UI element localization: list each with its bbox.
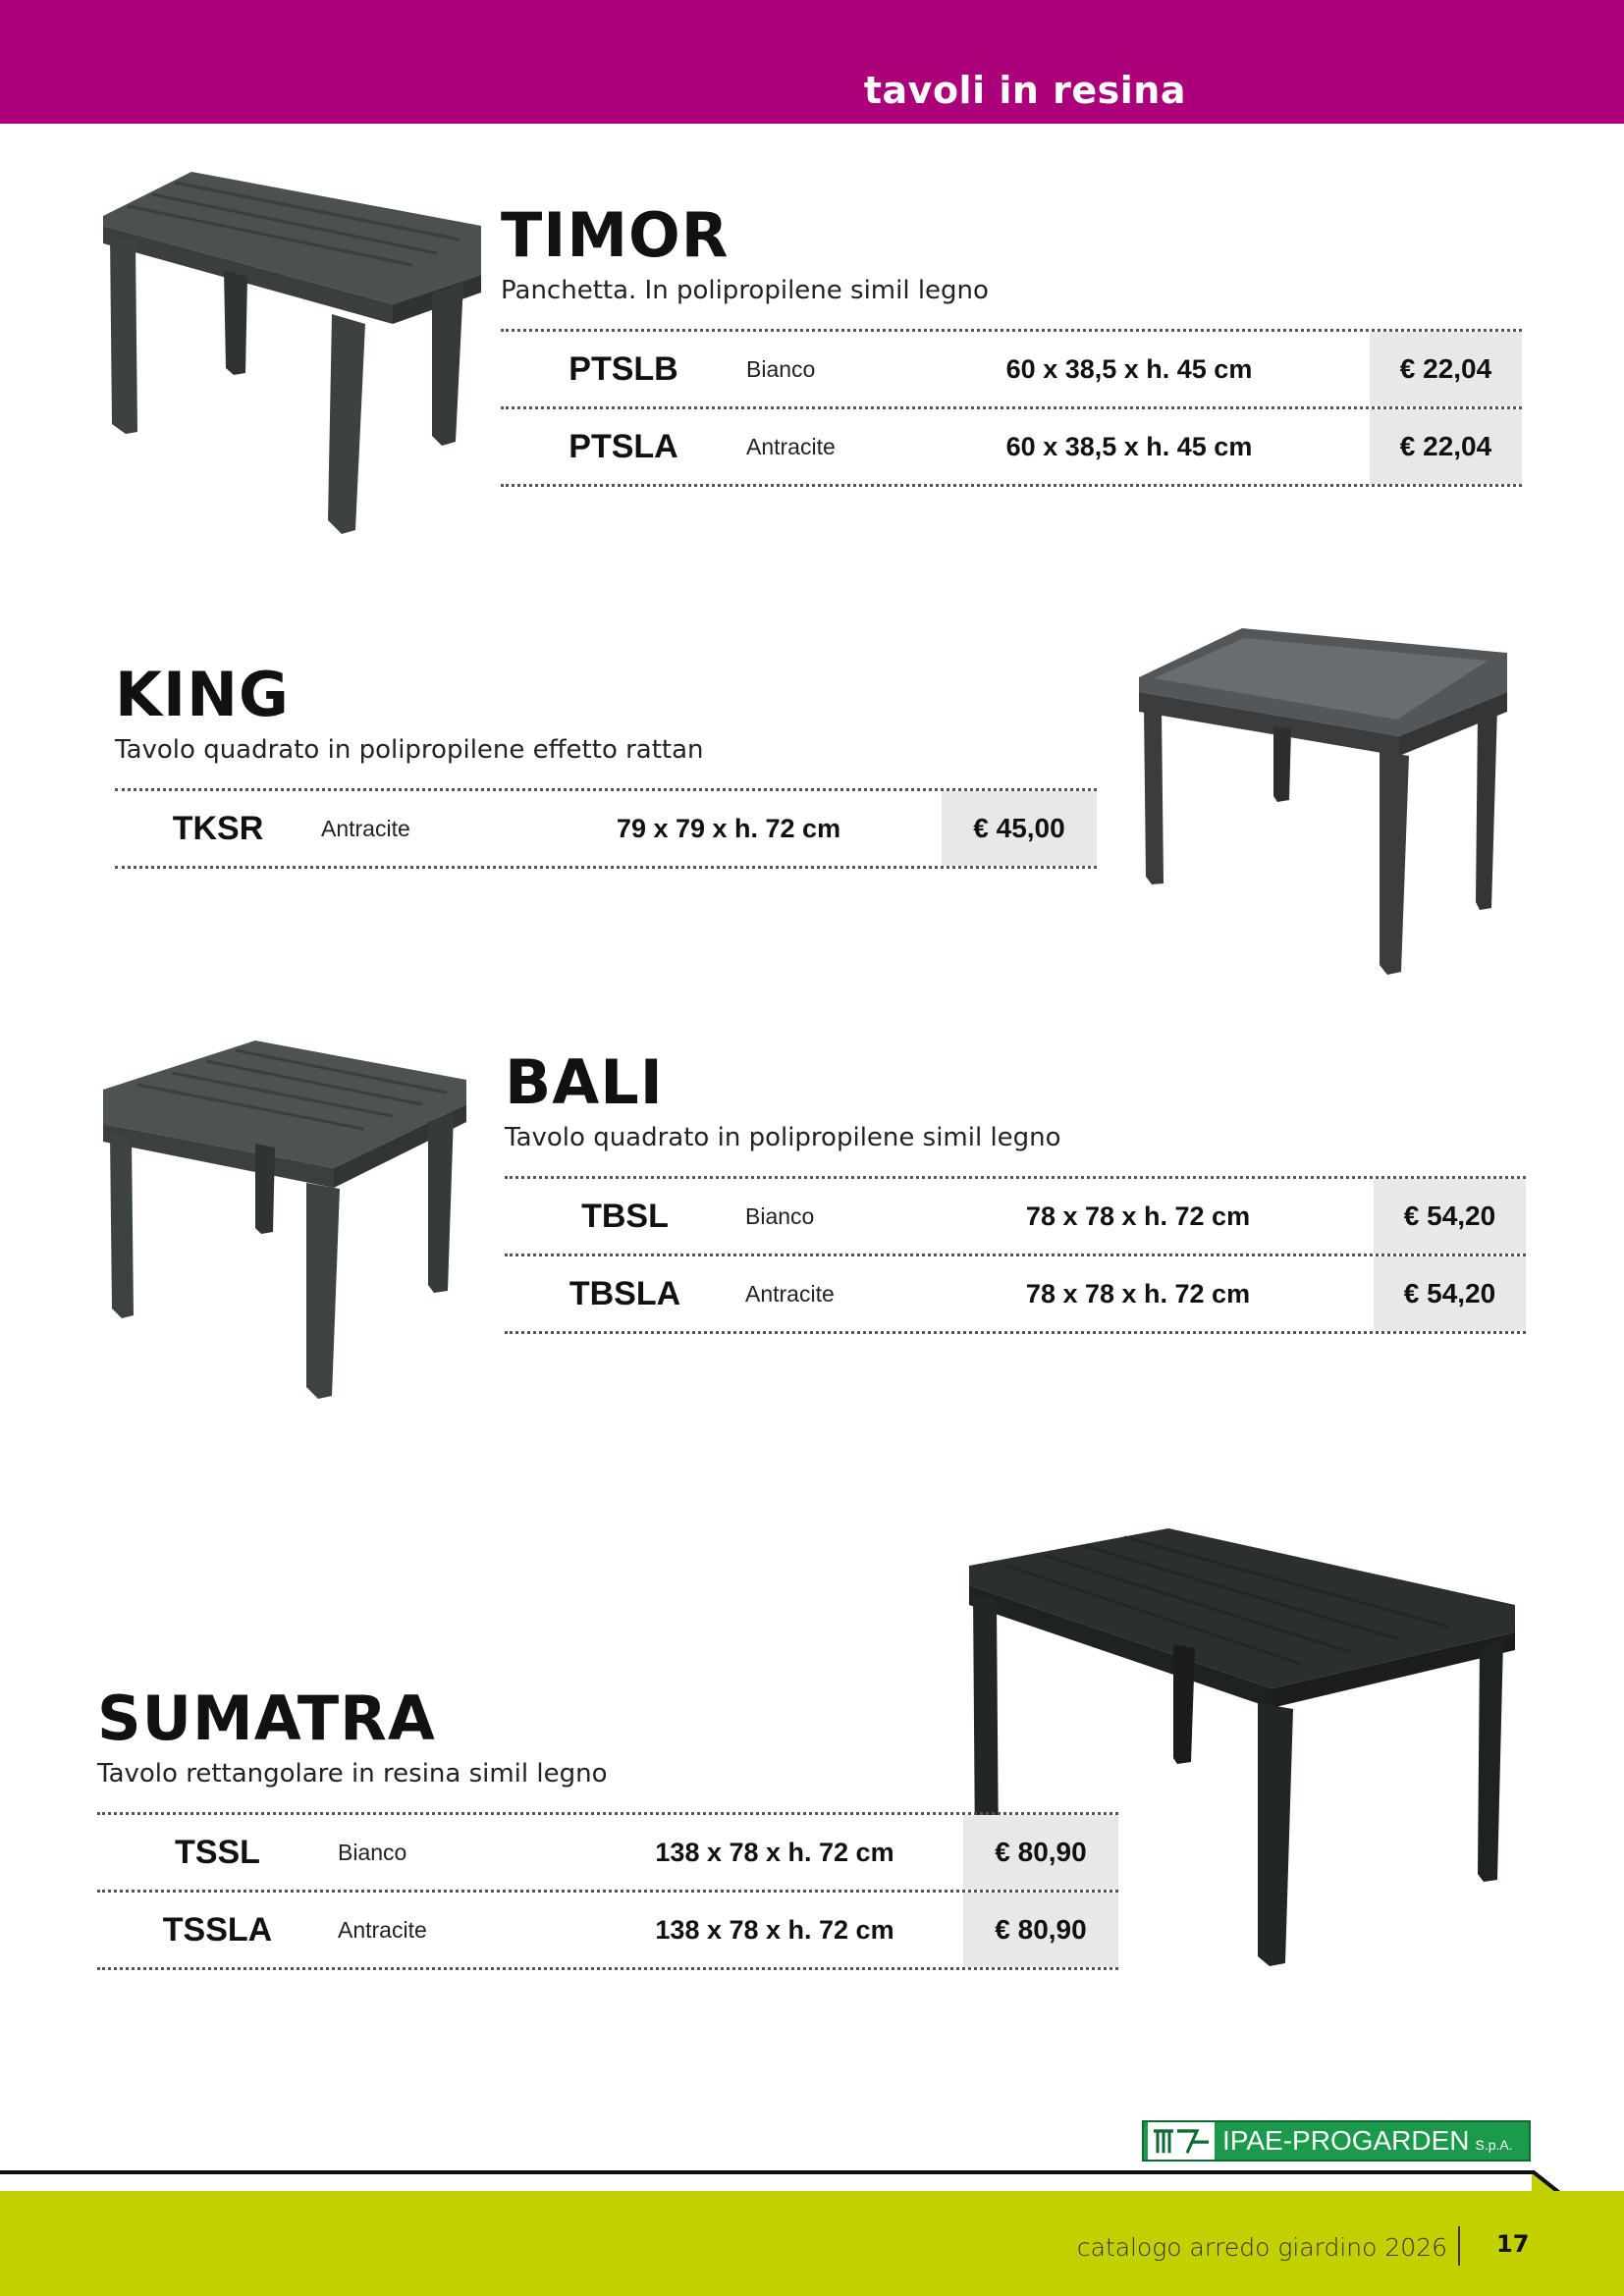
timor-bench-image bbox=[98, 167, 491, 540]
table-row bbox=[97, 1893, 1118, 1970]
product-color: Antracite bbox=[338, 1916, 427, 1943]
catalog-title: catalogo arredo giardino 2026 bbox=[1076, 2233, 1447, 2262]
product-price: € 45,00 bbox=[942, 791, 1097, 866]
header-bar bbox=[0, 0, 1624, 124]
price-table bbox=[505, 1176, 1526, 1334]
product-name: TIMOR bbox=[501, 199, 730, 271]
table-row bbox=[97, 1815, 1118, 1893]
footer-divider bbox=[0, 2170, 1532, 2174]
product-color: Bianco bbox=[746, 355, 816, 382]
product-price: € 80,90 bbox=[963, 1815, 1118, 1890]
product-dimensions: 60 x 38,5 x h. 45 cm bbox=[1005, 431, 1253, 461]
product-price: € 54,20 bbox=[1374, 1256, 1526, 1331]
product-sumatra bbox=[97, 1684, 1118, 1970]
product-price: € 22,04 bbox=[1370, 409, 1522, 484]
product-bali bbox=[505, 1048, 1526, 1334]
product-description: Tavolo rettangolare in resina simil legno bbox=[97, 1759, 608, 1789]
product-dimensions: 78 x 78 x h. 72 cm bbox=[1025, 1201, 1251, 1231]
product-color: Antracite bbox=[321, 815, 410, 841]
product-dimensions: 138 x 78 x h. 72 cm bbox=[655, 1837, 894, 1867]
product-description: Tavolo quadrato in polipropilene effetto rattan bbox=[115, 735, 704, 765]
product-name: KING bbox=[115, 659, 290, 730]
product-code: TSSL bbox=[175, 1833, 260, 1871]
table-row bbox=[501, 332, 1522, 409]
product-color: Bianco bbox=[338, 1839, 407, 1865]
product-dimensions: 60 x 38,5 x h. 45 cm bbox=[1005, 353, 1253, 384]
product-code: TKSR bbox=[172, 809, 264, 847]
product-dimensions: 138 x 78 x h. 72 cm bbox=[655, 1914, 894, 1945]
product-name: SUMATRA bbox=[97, 1682, 436, 1754]
product-dimensions: 78 x 78 x h. 72 cm bbox=[1025, 1278, 1251, 1308]
product-price: € 54,20 bbox=[1374, 1179, 1526, 1254]
product-timor bbox=[501, 201, 1522, 487]
product-description: Panchetta. In polipropilene simil legno bbox=[501, 276, 989, 305]
price-table bbox=[97, 1812, 1118, 1970]
table-row bbox=[501, 409, 1522, 487]
product-king bbox=[115, 661, 1097, 869]
product-dimensions: 79 x 79 x h. 72 cm bbox=[616, 813, 841, 843]
bali-table-image bbox=[98, 1036, 471, 1399]
ipae-progarden-logo bbox=[1142, 2120, 1531, 2162]
logo-suffix: S.p.A. bbox=[1475, 2137, 1513, 2153]
section-title: tavoli in resina bbox=[863, 69, 1186, 112]
product-color: Antracite bbox=[746, 433, 836, 459]
footer-separator bbox=[1458, 2226, 1460, 2266]
product-name: BALI bbox=[505, 1046, 664, 1118]
table-row bbox=[505, 1256, 1526, 1334]
table-row bbox=[115, 791, 1097, 869]
product-code: PTSLA bbox=[568, 427, 678, 465]
product-code: TBSLA bbox=[568, 1274, 681, 1312]
logo-mark-icon bbox=[1148, 2122, 1215, 2160]
product-code: PTSLB bbox=[568, 349, 678, 388]
table-row bbox=[505, 1179, 1526, 1256]
product-code: TBSL bbox=[581, 1197, 669, 1235]
price-table bbox=[115, 788, 1097, 869]
product-color: Antracite bbox=[745, 1280, 835, 1307]
product-price: € 22,04 bbox=[1370, 332, 1522, 406]
logo-text: IPAE-PROGARDEN bbox=[1222, 2125, 1470, 2156]
product-color: Bianco bbox=[745, 1202, 815, 1229]
product-price: € 80,90 bbox=[963, 1893, 1118, 1967]
page-number: 17 bbox=[1496, 2230, 1530, 2258]
product-code: TSSLA bbox=[162, 1910, 273, 1949]
product-description: Tavolo quadrato in polipropilene simil legno bbox=[505, 1123, 1061, 1152]
king-table-image bbox=[1134, 623, 1507, 977]
price-table bbox=[501, 329, 1522, 487]
